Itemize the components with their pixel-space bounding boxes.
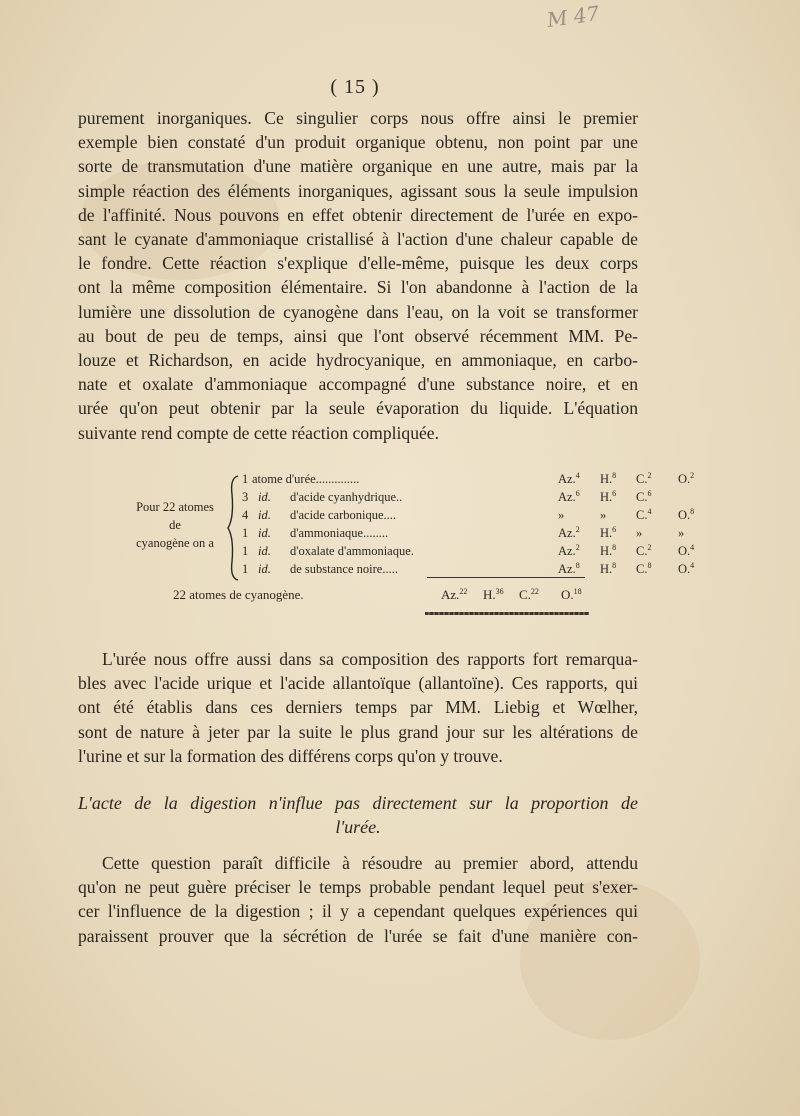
cell-h: H.$^8$: [600, 561, 617, 576]
cell-az: Az.$^4$: [558, 471, 580, 486]
page-number: ( 15 ): [330, 76, 380, 98]
text-line: louze et Richardson, en acide hydrocyanique, en ammoniaque, en carbo-: [78, 350, 638, 371]
row-description: de substance noire.....: [290, 562, 398, 576]
text-line: qu'on ne peut guère préciser le temps probable pendant lequel peut s'exer-: [78, 877, 638, 898]
row-count: 3: [242, 490, 249, 504]
cell-c: »: [636, 526, 643, 540]
text-line: simple réaction des éléments inorganiques, agissant sous la seule impulsion: [78, 180, 638, 201]
reaction-table: [120, 470, 695, 630]
paragraph-2: [78, 647, 638, 768]
handwritten-note: M 47: [545, 1, 601, 33]
row-count: 4: [242, 508, 249, 522]
text-line: au bout de peu de temps, ainsi que l'ont observé récemment MM. Pe-: [78, 325, 638, 346]
cell-h: H.$^6$: [600, 489, 617, 504]
cell-az: Az.$^8$: [558, 561, 580, 576]
cell-az: »: [558, 508, 565, 522]
text-line: suivante rend compte de cette réaction compliquée.: [78, 422, 440, 443]
cell-h: H.$^8$: [600, 471, 617, 486]
section-heading: [78, 791, 638, 839]
total-c: C.$^{22}$: [519, 587, 539, 602]
cell-o: O.$^4$: [678, 543, 695, 558]
row-id: id.: [258, 544, 271, 558]
text-line: lumière une dissolution de cyanogène dans l'eau, on la voit se transformer: [78, 301, 638, 322]
cell-o: O.$^8$: [678, 507, 695, 522]
cell-az: Az.$^6$: [558, 489, 580, 504]
cell-c: C.$^6$: [636, 489, 652, 504]
double-rule: [425, 612, 589, 615]
total-label: 22 atomes de cyanogène.: [173, 587, 304, 602]
reaction-side-label: [120, 498, 230, 552]
text-line: exemple bien constaté d'un produit organique obtenu, non point par une: [78, 132, 638, 153]
paragraph-1: [78, 106, 638, 445]
cell-c: C.$^4$: [636, 507, 652, 522]
heading-line: L'acte de la digestion n'influe pas directement sur la proportion de: [78, 793, 638, 813]
cell-h: H.$^6$: [600, 525, 617, 540]
text-line: de l'affinité. Nous pouvons en effet obtenir directement de l'urée en expo-: [78, 204, 638, 225]
row-count: 1: [242, 472, 249, 486]
row-id: id.: [258, 526, 271, 540]
cell-c: C.$^2$: [636, 471, 652, 486]
row-description: d'acide cyanhydrique..: [290, 490, 403, 504]
cell-az: Az.$^2$: [558, 525, 580, 540]
text-line: cer l'influence de la digestion ; il y a cependant quelques expériences qui: [78, 901, 638, 922]
row-count: 1: [242, 526, 249, 540]
row-description: d'acide carbonique....: [290, 508, 397, 522]
total-az: Az.$^{22}$: [441, 587, 468, 602]
text-line: nate et oxalate d'ammoniaque accompagné d'une substance noire, et en: [78, 374, 638, 395]
text-line: sont de nature à jeter par la suite le plus grand jour sur les altérations de: [78, 721, 638, 742]
text-line: sorte de transmutation d'une matière organique en une autre, mais par la: [78, 156, 638, 177]
sum-rule: [427, 577, 585, 578]
heading-line: l'urée.: [335, 817, 381, 837]
row-description: d'ammoniaque........: [290, 526, 389, 540]
text-line: ont été établis dans ces derniers temps par MM. Liebig et Wœlher,: [78, 697, 638, 718]
row-id: id.: [258, 562, 271, 576]
text-line: sant le cyanate d'ammoniaque cristallisé à l'action d'une chaleur capable de: [78, 229, 638, 250]
row-description: atome d'urée..............: [252, 472, 360, 486]
cell-c: C.$^2$: [636, 543, 652, 558]
text-line: purement inorganiques. Ce singulier corps nous offre ainsi le premier: [78, 108, 638, 128]
paragraph-3: [78, 851, 638, 948]
row-count: 1: [242, 562, 249, 576]
text-line: l'urine et sur la formation des différens corps qu'on y trouve.: [78, 745, 503, 766]
row-description: d'oxalate d'ammoniaque.: [290, 544, 414, 558]
cell-az: Az.$^2$: [558, 543, 580, 558]
text-line: paraissent prouver que la sécrétion de l'urée se fait d'une manière con-: [78, 925, 638, 946]
text-line: Cette question paraît difficile à résoudre au premier abord, attendu: [102, 853, 638, 873]
cell-o: »: [678, 526, 685, 540]
text-line: bles avec l'acide urique et l'acide allantoïque (allantoïne). Ces rapports, qui: [78, 673, 638, 694]
text-line: le fondre. Cette réaction s'explique d'elle-même, puisque les deux corps: [78, 253, 638, 274]
total-o: O.$^{18}$: [561, 587, 582, 602]
cell-o: O.$^2$: [678, 471, 695, 486]
side-label-line: cyanogène on a: [136, 536, 214, 550]
row-id: id.: [258, 508, 271, 522]
total-h: H.$^{36}$: [483, 587, 504, 602]
row-id: id.: [258, 490, 271, 504]
text-line: L'urée nous offre aussi dans sa composition des rapports fort remarqua-: [102, 649, 638, 669]
cell-c: C.$^8$: [636, 561, 652, 576]
cell-h: H.$^8$: [600, 543, 617, 558]
text-line: urée qu'on peut obtenir par la seule évaporation du liquide. L'équation: [78, 398, 638, 419]
cell-h: »: [600, 508, 607, 522]
row-count: 1: [242, 544, 249, 558]
side-label-line: Pour 22 atomes: [136, 500, 214, 514]
side-label-line: de: [169, 518, 181, 532]
text-line: ont la même composition élémentaire. Si l'on abandonne à l'action de la: [78, 277, 638, 298]
cell-o: O.$^4$: [678, 561, 695, 576]
